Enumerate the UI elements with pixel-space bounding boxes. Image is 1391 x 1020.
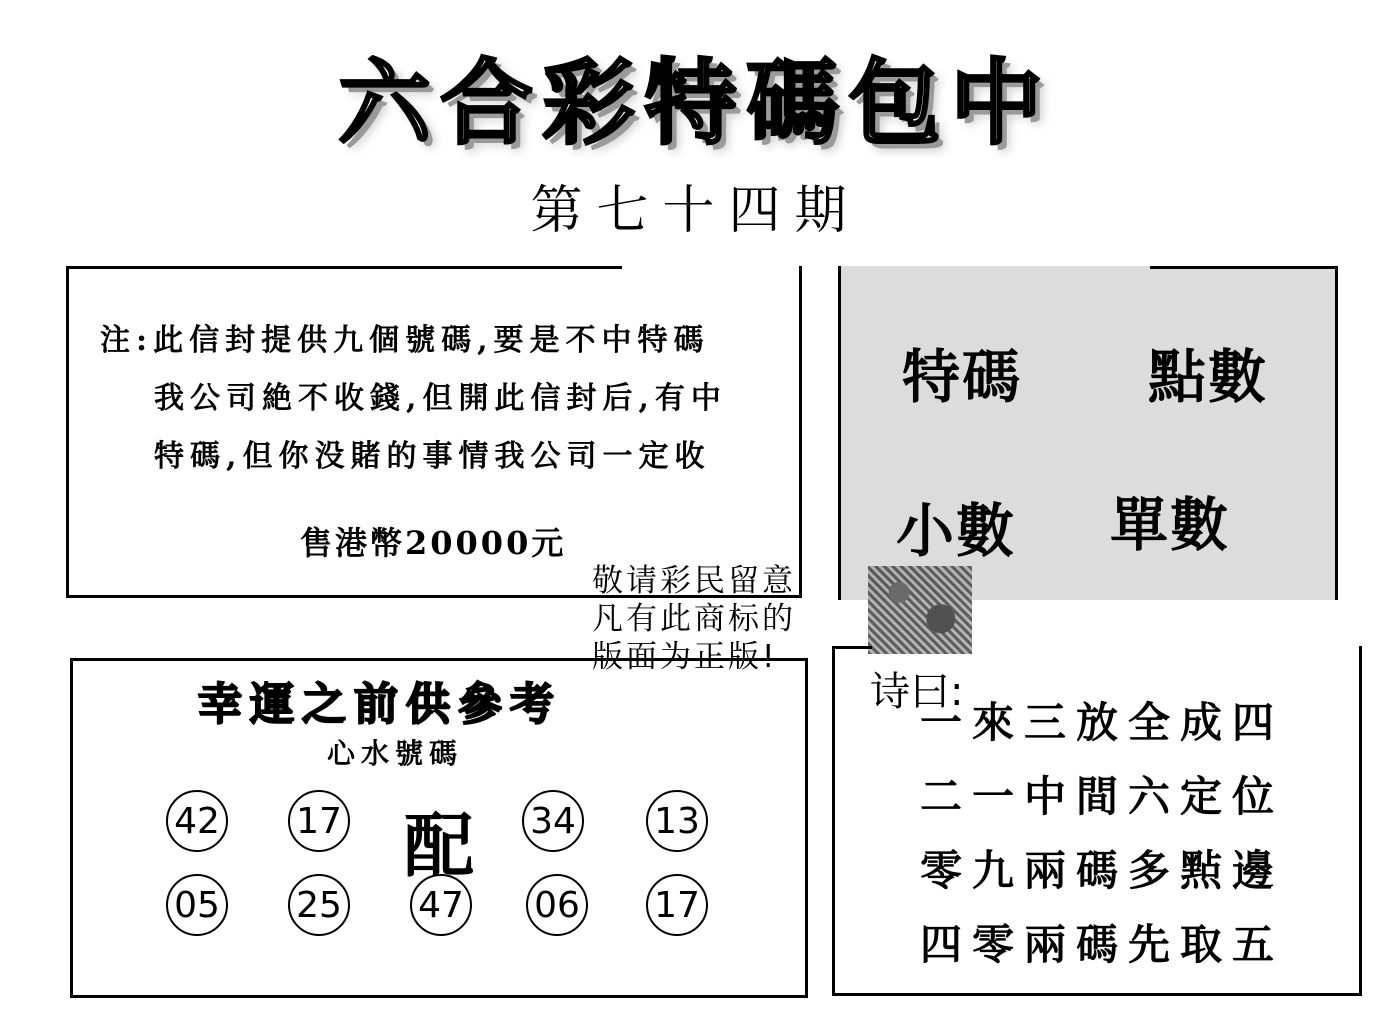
number-ball: 47 [410, 874, 472, 936]
note-line-3: 特碼,但你没賭的事情我公司一定收 [154, 439, 711, 474]
trademark-logo [868, 566, 972, 654]
lucky-subtitle: 心水號碼 [326, 737, 463, 770]
issue-number: 第七十四期 [530, 181, 861, 241]
number-ball: 05 [166, 874, 228, 936]
poem-box-top-border [832, 646, 872, 649]
number-ball: 25 [288, 874, 350, 936]
poem-label: 诗曰: [870, 669, 964, 715]
poem-line-2: 二一中間六定位 [920, 772, 1285, 821]
lucky-title: 幸運之前供參考 [198, 679, 562, 730]
price-text: 售港幣20000元 [300, 524, 567, 562]
poem-line-4: 四零兩碼先取五 [920, 920, 1285, 969]
number-ball: 06 [526, 874, 588, 936]
notice-line-2: 凡有此商标的 [592, 601, 796, 637]
notice-line-1: 敬请彩民留意 [592, 563, 796, 599]
note-box-top-border [66, 266, 622, 269]
poem-text [920, 686, 1340, 982]
poem-line-1: 一來三放全成四 [920, 698, 1285, 747]
tip-points: 點數 [1148, 343, 1269, 411]
poem-line-3: 零九兩碼多㸃邊 [920, 846, 1285, 895]
note-line-2: 我公司絶不收錢,但開此信封后,有中 [154, 381, 727, 416]
number-ball: 42 [166, 790, 228, 852]
number-ball: 17 [288, 790, 350, 852]
number-ball: 17 [646, 874, 708, 936]
note-text [100, 312, 790, 486]
note-line-1: 注:此信封提供九個號碼,要是不中特碼 [100, 323, 710, 358]
number-ball: 13 [646, 790, 708, 852]
pair-character: 配 [404, 805, 474, 887]
number-ball: 34 [522, 790, 584, 852]
tips-box-top-border [1150, 266, 1338, 269]
tip-small: 小數 [896, 497, 1017, 565]
tip-odd: 單數 [1110, 491, 1231, 559]
tip-special: 特碼 [902, 343, 1023, 411]
notice-line-3: 版面为正版! [592, 639, 778, 675]
page-title: 六合彩特碼包中 [338, 50, 1053, 157]
